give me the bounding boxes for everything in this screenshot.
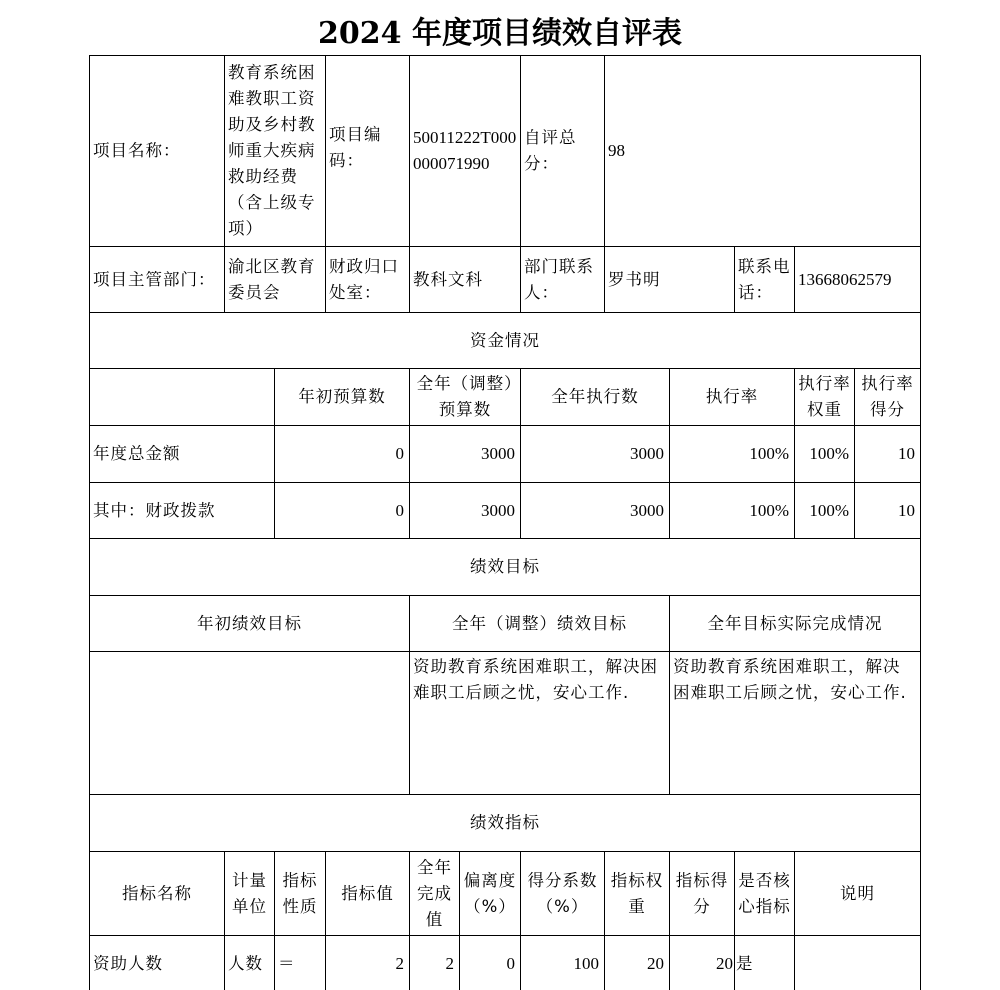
ind-header-name: 指标名称 [90, 852, 225, 936]
ind-cell-note [795, 936, 921, 990]
page-title: 2024 年度项目绩效自评表 [318, 16, 682, 51]
ind-cell-weight: 20 [605, 936, 670, 990]
funds-header-executed: 全年执行数 [521, 369, 670, 426]
funds-header-blank [90, 369, 275, 426]
goals-header-adjusted: 全年（调整）绩效目标 [410, 596, 670, 652]
funds-header-rate: 执行率 [670, 369, 795, 426]
project-code-value: 50011222T000000071990 [410, 56, 521, 247]
funds-header-score: 执行率得分 [855, 369, 921, 426]
goals-actual-value: 资助教育系统困难职工，解决困难职工后顾之忧，安心工作. [670, 652, 921, 795]
ind-header-unit: 计量单位 [225, 852, 275, 936]
ind-header-core: 是否核心指标 [735, 852, 795, 936]
funds-header-adjusted: 全年（调整）预算数 [410, 369, 521, 426]
funds-cell: 3000 [521, 426, 670, 483]
ind-cell-target: 2 [326, 936, 410, 990]
ind-header-actual: 全年完成值 [410, 852, 460, 936]
ind-header-note: 说明 [795, 852, 921, 936]
ind-header-deviation: 偏离度（%） [460, 852, 521, 936]
funds-cell: 3000 [410, 483, 521, 539]
funds-cell: 0 [275, 426, 410, 483]
funds-cell: 100% [670, 426, 795, 483]
contact-label: 部门联系人： [521, 247, 605, 313]
ind-header-nature: 指标性质 [275, 852, 326, 936]
goals-adjusted-value: 资助教育系统困难职工，解决困难职工后顾之忧，安心工作. [410, 652, 670, 795]
ind-cell-actual: 2 [410, 936, 460, 990]
goals-section-title: 绩效目标 [90, 539, 921, 596]
evaluation-table [89, 55, 921, 990]
ind-cell-core: 是 [735, 936, 795, 990]
project-name-label: 项目名称： [90, 56, 225, 247]
dept-value: 渝北区教育委员会 [225, 247, 326, 313]
indicators-section-title: 绩效指标 [90, 795, 921, 852]
funds-cell: 100% [670, 483, 795, 539]
ind-cell-nature: ＝ [275, 936, 326, 990]
office-label: 财政归口处室： [326, 247, 410, 313]
ind-cell-score: 20 [670, 936, 735, 990]
funds-row-label: 其中：财政拨款 [90, 483, 275, 539]
ind-header-target: 指标值 [326, 852, 410, 936]
office-value: 教科文科 [410, 247, 521, 313]
ind-header-weight: 指标权重 [605, 852, 670, 936]
ind-cell-coefficient: 100 [521, 936, 605, 990]
goals-initial-value [90, 652, 410, 795]
project-name-value: 教育系统困难教职工资助及乡村教师重大疾病救助经费（含上级专项） [225, 56, 326, 247]
funds-cell: 10 [855, 483, 921, 539]
ind-cell-unit: 人数 [225, 936, 275, 990]
contact-value: 罗书明 [605, 247, 735, 313]
funds-cell: 10 [855, 426, 921, 483]
funds-row-label: 年度总金额 [90, 426, 275, 483]
funds-cell: 100% [795, 483, 855, 539]
self-score-label: 自评总分： [521, 56, 605, 247]
funds-header-initial: 年初预算数 [275, 369, 410, 426]
ind-header-score: 指标得分 [670, 852, 735, 936]
ind-cell-deviation: 0 [460, 936, 521, 990]
funds-cell: 3000 [521, 483, 670, 539]
goals-header-actual: 全年目标实际完成情况 [670, 596, 921, 652]
project-code-label: 项目编码： [326, 56, 410, 247]
phone-value: 13668062579 [795, 247, 921, 313]
funds-header-weight: 执行率权重 [795, 369, 855, 426]
funds-cell: 100% [795, 426, 855, 483]
goals-header-initial: 年初绩效目标 [90, 596, 410, 652]
phone-label: 联系电话： [735, 247, 795, 313]
funds-cell: 3000 [410, 426, 521, 483]
funds-section-title: 资金情况 [90, 313, 921, 369]
ind-header-coefficient: 得分系数（%） [521, 852, 605, 936]
funds-cell: 0 [275, 483, 410, 539]
ind-cell-name: 资助人数 [90, 936, 225, 990]
self-score-value: 98 [605, 56, 921, 247]
dept-label: 项目主管部门： [90, 247, 225, 313]
